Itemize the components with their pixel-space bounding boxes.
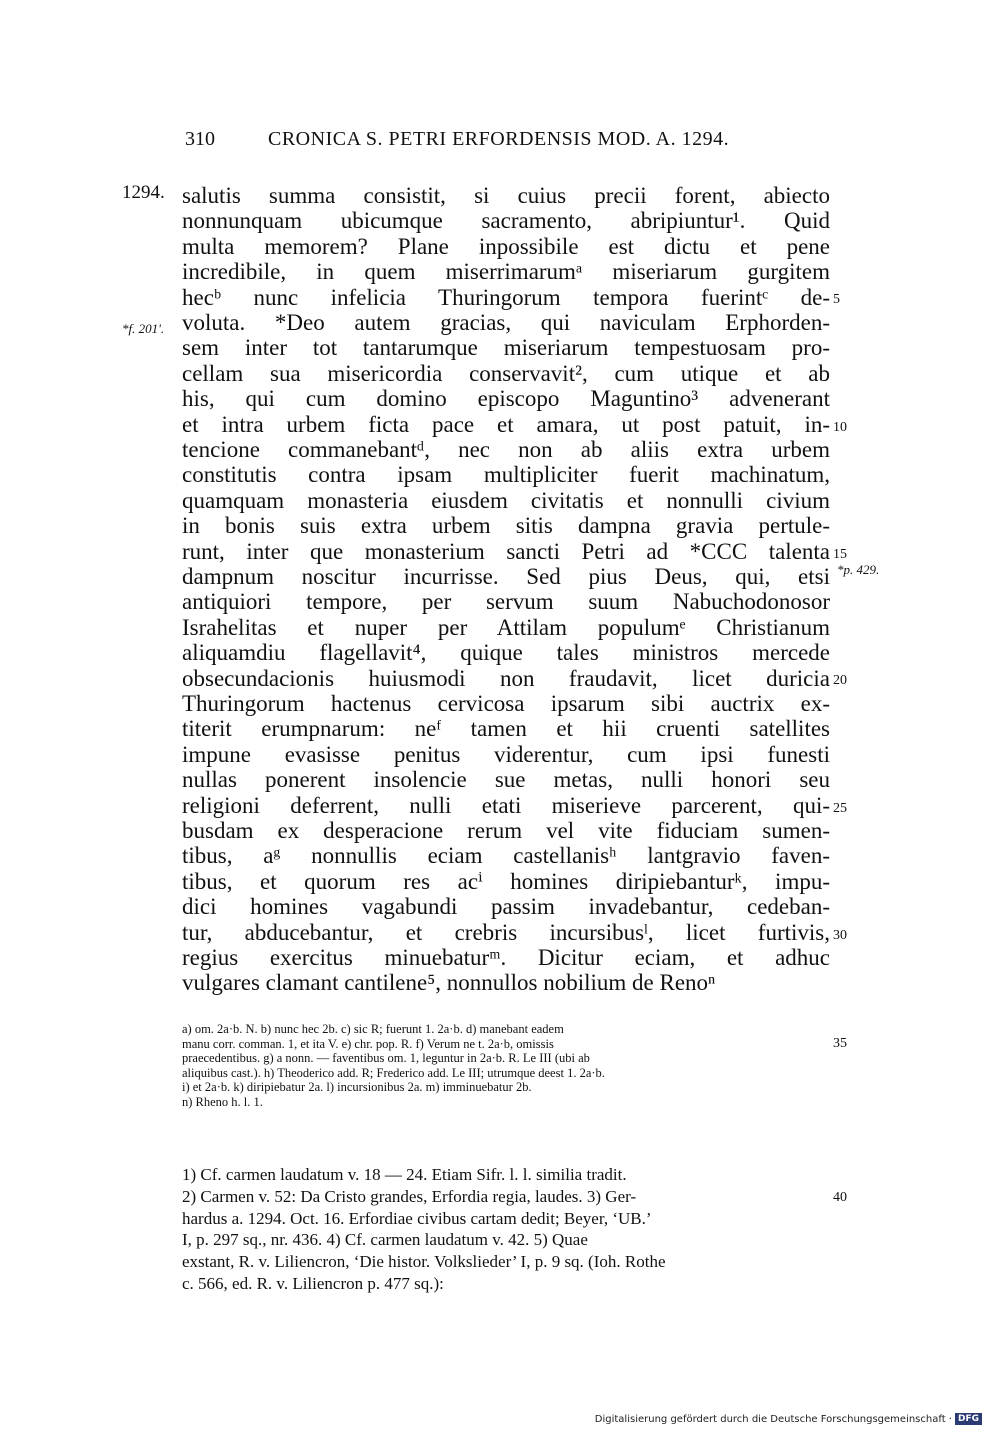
text-line: salutis summa consistit, si cuius precii forent, abiecto [182,183,830,208]
apparatus-line: manu corr. comman. 1, et ita V. e) chr. pop. R. f) Verum ne t. 2a·b, omissis [182,1036,554,1051]
text-line: dampnum noscitur incurrisse. Sed pius Deus, qui, etsi [182,564,830,589]
text-line: voluta. *Deo autem gracias, qui naviculam Erphorden- [182,310,830,335]
line-number-5: 5 [833,292,840,307]
text-line: multa memorem? Plane inpossibile est dictu et pene [182,233,830,259]
line-number-30: 30 [833,928,847,943]
credit-text: Digitalisierung gefördert durch die Deutsche Forschungsgemeinschaft · [594,1414,952,1425]
note-line: exstant, R. v. Liliencron, ‘Die histor. Volkslieder’ I, p. 9 sq. (Ioh. Rothe [182,1252,666,1272]
apparatus-line: praecedentibus. g) a nonn. — faventibus om. 1, leguntur in 2a·b. R. Le III (ubi ab [182,1051,590,1065]
running-title: CRONICA S. PETRI ERFORDENSIS MOD. A. 1294. [268,128,730,150]
line-number-15: 15 [833,547,847,562]
apparatus-line: aliquibus cast.). h) Theoderico add. R; Frederico add. Le III; utrumque deest 1. 2a·b. [182,1065,605,1080]
margin-folio-right: *p. 429. [837,562,880,577]
text-line: quamquam monasteria eiusdem civitatis et nonnulli civium [182,487,830,513]
line-number-40: 40 [833,1190,847,1205]
text-line: et intra urbem ficta pace et amara, ut post patuit, in- [182,411,830,437]
digitization-credit [595,1413,982,1425]
line-number-35: 35 [833,1036,847,1051]
text-line: constitutis contra ipsam multipliciter fuerit machinatum, [182,462,830,488]
text-line: nullas ponerent insolencie sue metas, nulli honori seu [182,767,830,793]
note-line: 1) Cf. carmen laudatum v. 18 — 24. Etiam Sifr. l. l. similia tradit. [182,1165,627,1184]
text-line: religioni deferrent, nulli etati miserieve parcerent, qui- [182,792,830,818]
text-line: runt, inter que monasterium sancti Petri ad *CCC talenta [182,538,830,564]
text-line: obsecundacionis huiusmodi non fraudavit, licet duricia [182,665,830,691]
apparatus-line: i) et 2a·b. k) diripiebatur 2a. l) incursionibus 2a. m) imminuebatur 2b. [182,1080,532,1094]
page-number: 310 [185,128,215,150]
text-line: titerit erumpnarum: neᶠ tamen et hii cruenti satellites [182,716,830,742]
text-line: sem inter tot tantarumque miseriarum tempestuosam pro- [182,335,830,361]
text-line: incredibile, in quem miserrimarumᵃ miseriarum gurgitem [182,259,830,285]
text-line: tibus, aᵍ nonnullis eciam castellanisʰ lantgravio faven- [182,843,830,869]
text-line: Israhelitas et nuper per Attilam populumᵉ Christianum [182,614,830,640]
text-line: nonnunquam ubicumque sacramento, abripiuntur¹. Quid [182,208,830,234]
text-line: busdam ex desperacione rerum vel vite fiduciam sumen- [182,818,830,843]
text-line: cellam sua misericordia conservavit², cum utique et ab [182,360,830,386]
text-line: his, qui cum domino episcopo Maguntino³ advenerant [182,386,830,412]
dfg-logo: DFG [955,1413,982,1425]
note-line: 2) Carmen v. 52: Da Cristo grandes, Erfordia regia, laudes. 3) Ger- [182,1186,637,1206]
apparatus-line: a) om. 2a·b. N. b) nunc hec 2b. c) sic R; fuerunt 1. 2a·b. d) manebant eadem [182,1022,564,1036]
text-line: vulgares clamant cantilene⁵, nonnullos nobilium de Renoⁿ [182,970,716,996]
note-line: I, p. 297 sq., nr. 436. 4) Cf. carmen laudatum v. 42. 5) Quae [182,1230,588,1250]
text-line: tencione commanebantᵈ, nec non ab aliis extra urbem [182,437,830,462]
margin-year: 1294. [122,182,165,203]
text-line: impune evasisse penitus viderentur, cum ipsi funesti [182,741,830,767]
text-line: hecᵇ nunc infelicia Thuringorum tempora fuerintᶜ de- [182,284,830,310]
text-line: tibus, et quorum res acⁱ homines diripiebanturᵏ, impu- [182,868,830,894]
apparatus-line: n) Rheno h. l. 1. [182,1094,263,1109]
text-line: dici homines vagabundi passim invadebantur, cedeban- [182,894,830,920]
text-line: tur, abducebantur, et crebris incursibusˡ, licet furtivis, [182,919,830,945]
note-line: c. 566, ed. R. v. Liliencron p. 477 sq.): [182,1274,444,1293]
line-number-20: 20 [833,673,847,688]
note-line: hardus a. 1294. Oct. 16. Erfordiae civibus cartam dedit; Beyer, ‘UB.’ [182,1208,652,1228]
margin-folio-left: *f. 201'. [122,321,165,336]
line-number-25: 25 [833,801,847,816]
text-line: in bonis suis extra urbem sitis dampna gravia pertule- [182,513,830,539]
text-line: regius exercitus minuebaturᵐ. Dicitur eciam, et adhuc [182,945,830,970]
line-number-10: 10 [833,420,847,435]
text-line: aliquamdiu flagellavit⁴, quique tales ministros mercede [182,640,830,666]
text-line: antiquiori tempore, per servum suum Nabuchodonosor [182,589,830,615]
text-line: Thuringorum hactenus cervicosa ipsarum sibi auctrix ex- [182,691,830,716]
